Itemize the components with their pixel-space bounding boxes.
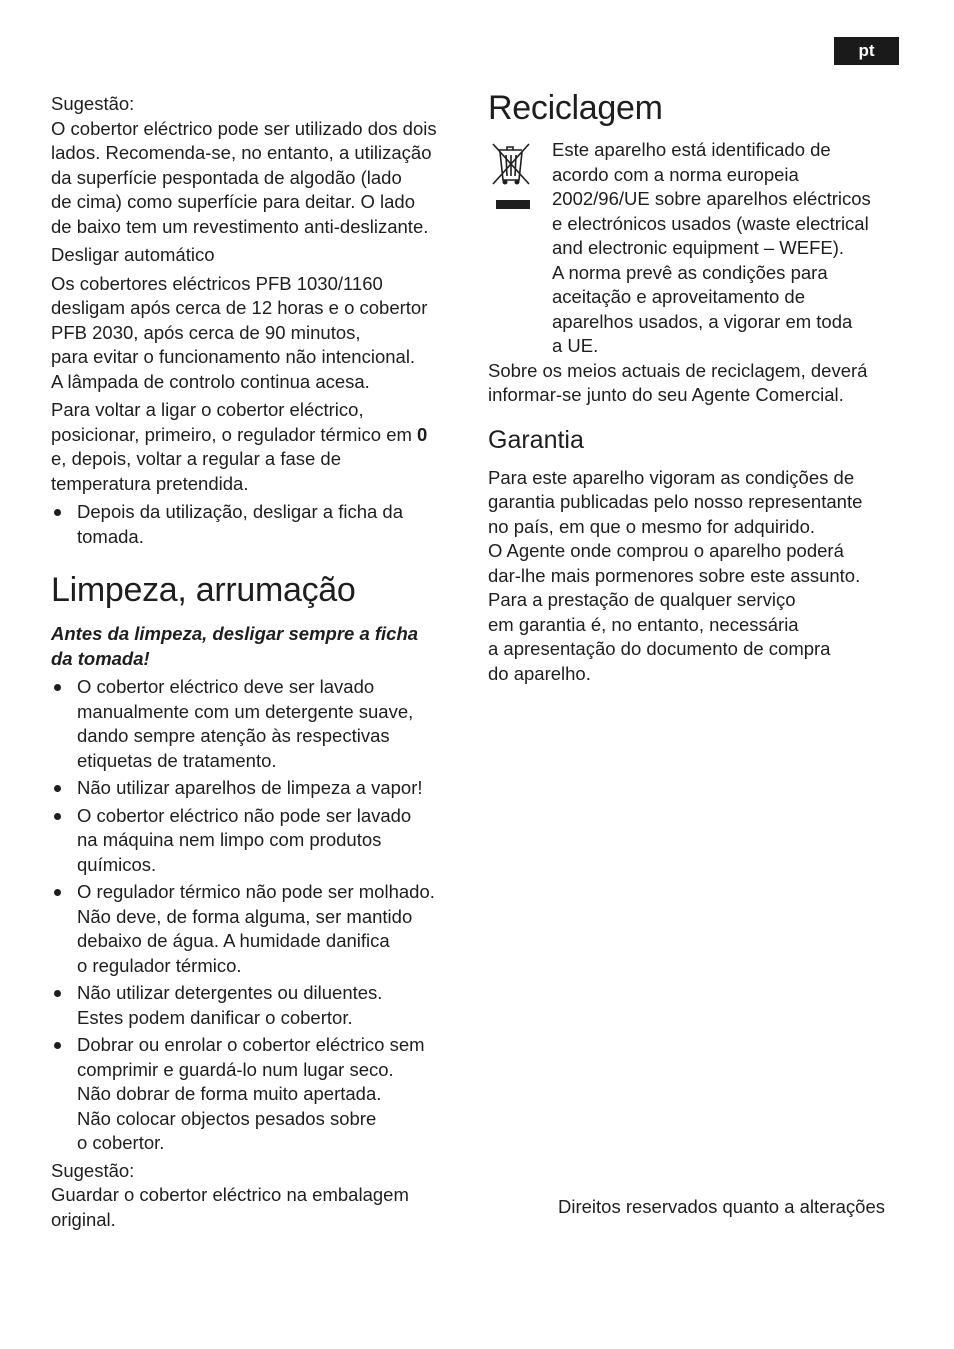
list-item: O regulador térmico não pode ser molhado. Não deve, de forma alguma, ser mantido debaixo de água. A humidade danifica o regulador térmico. [51,880,471,978]
auto-off-bullets [51,500,471,549]
crossed-out-wheelie-bin-icon [488,138,536,214]
list-item: O cobertor eléctrico deve ser lavado manualmente com um detergente suave, dando sempre atenção às respectivas etiquetas de tratamento. [51,675,471,773]
list-item: Não utilizar aparelhos de limpeza a vapor! [51,776,471,801]
auto-off-text: Os cobertores eléctricos PFB 1030/1160 desligam após cerca de 12 horas e o cobertor PFB 2030, após cerca de 90 minutos, para evitar o funcionamento não intencional. A lâmpada de controlo continua acesa. [51,272,428,392]
warranty-text: Para este aparelho vigoram as condições de garantia publicadas pelo nosso representante no país, em que o mesmo for adquirido. O Agente onde comprou o aparelho poderá dar-lhe mais pormenores sobre este assunto. Para a prestação de qualquer serviço em garantia é, no entanto, necessária a apresentação do documento de compra do aparelho. [488,466,863,684]
recycling-agent-text: Sobre os meios actuais de reciclagem, deverá informar-se junto do seu Agente Comercial. [488,359,868,405]
tip-text: O cobertor eléctrico pode ser utilizado dos dois lados. Recomenda-se, no entanto, a utilização da superfície pespontada de algodão (lado de cima) como superfície para deitar. O lado de baixo tem um revestimento anti-deslizante. [51,117,437,237]
recycling-text: Este aparelho está identificado de acordo com a norma europeia 2002/96/UE sobre aparelhos eléctricos e electrónicos usados (waste electrical and electronic equipment – WEFE). A norma prevê as condições para aceitação e aproveitamento de aparelhos usados, a vigorar em toda a UE. [552,139,871,356]
language-tab: pt [834,37,899,65]
cleaning-bullets [51,675,471,1156]
recycling-heading: Reciclagem [488,89,663,127]
bullet-dot [54,785,61,792]
bullet-dot [54,684,61,691]
rights-note: Direitos reservados quanto a alterações [557,1196,885,1217]
auto-off-label: Desligar automático [51,244,215,265]
reenable-text: Para voltar a ligar o cobertor eléctrico, posicionar, primeiro, o regulador térmico em 0 e, depois, voltar a regular a fase de temperatura pretendida. [51,399,428,494]
tip-text: Guardar o cobertor eléctrico na embalagem original. [51,1184,409,1230]
bullet-dot [54,509,61,516]
cleaning-warning: Antes da limpeza, desligar sempre a ficha da tomada! [51,623,419,669]
list-item: Dobrar ou enrolar o cobertor eléctrico sem comprimir e guardá-lo num lugar seco. Não dobrar de forma muito apertada. Não colocar objectos pesados sobre o cobertor. [51,1033,471,1156]
bullet-dot [54,990,61,997]
bullet-dot [54,813,61,820]
list-item: O cobertor eléctrico não pode ser lavado na máquina nem limpo com produtos químicos. [51,804,471,878]
left-column [51,92,471,1232]
recycling-notice [488,138,903,359]
bullet-dot [54,889,61,896]
list-item: Não utilizar detergentes ou diluentes. Estes podem danificar o cobertor. [51,981,471,1030]
right-column [488,88,903,686]
list-item: Depois da utilização, desligar a ficha da tomada. [51,500,471,549]
warranty-heading: Garantia [488,425,584,454]
tip-label: Sugestão: [51,93,135,114]
tip-label: Sugestão: [51,1159,135,1181]
bullet-dot [54,1042,61,1049]
cleaning-heading: Limpeza, arrumação [51,571,356,609]
